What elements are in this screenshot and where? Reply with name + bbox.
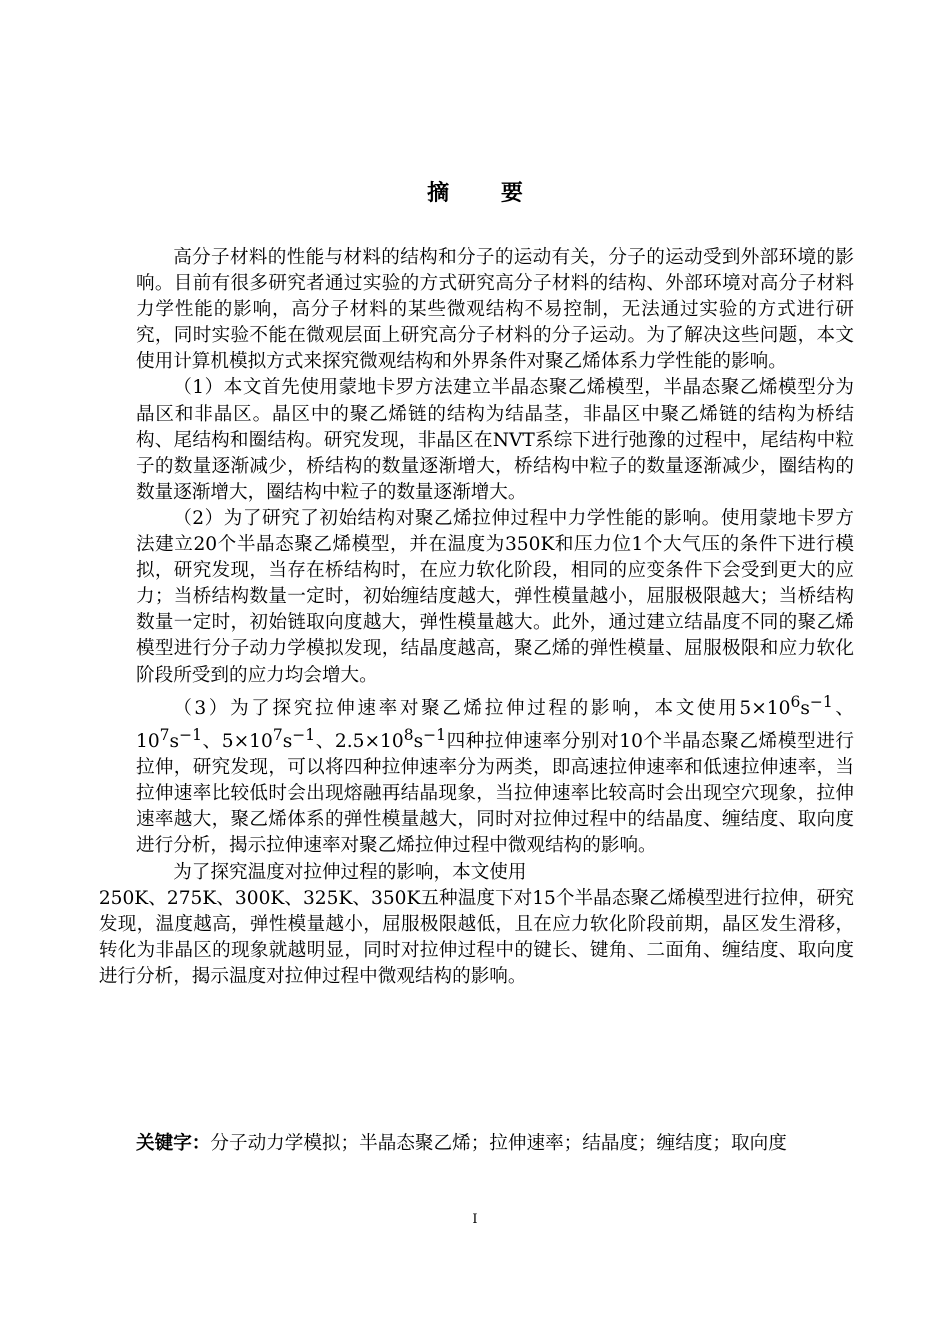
para3-exponent: −1 — [179, 725, 202, 744]
abstract-paragraph-1: （1）本文首先使用蒙地卡罗方法建立半晶态聚乙烯模型，半晶态聚乙烯模型分为晶区和非晶区。晶区中的聚乙烯链的结构为结晶茎，非晶区中聚乙烯链的结构为桥结构、尾结构和圈结构。研究发现，非晶区在NVT系综下进行弛豫的过程中，尾结构中粒子的数量逐渐减少，桥结构的数量逐渐增大，桥结构中粒子的数量逐渐减少，圈结构的数量逐渐增大，圈结构中粒子的数量逐渐增大。 — [136, 377, 854, 503]
para3-exponent: 6 — [790, 692, 801, 711]
para3-unit: s — [800, 697, 810, 719]
keywords-label: 关键字： — [136, 1133, 211, 1154]
para3-suffix: 四种拉伸速率分别对10个半晶态聚乙烯模型进行拉伸，研究发现，可以将四种拉伸速率分为两类，即高速拉伸速率和低速拉伸速率，当拉伸速率比较低时会出现熔融再结晶现象，当拉伸速率比较高时会出现空穴现象，拉伸速率越大，聚乙烯体系的弹性模量越大，同时对拉伸过程中的结晶度、缠结度、取向度进行分析，揭示拉伸速率对聚乙烯拉伸过程中微观结构的影响。 — [136, 731, 854, 857]
para3-unit: s — [282, 731, 293, 753]
para4-rest: 250K、275K、300K、325K、350K五种温度下对15个半晶态聚乙烯模型进行拉伸，研究发现，温度越高，弹性模量越小，屈服极限越低，且在应力软化阶段前期，晶区发生滑移，转化为非晶区的现象就越明显，同时对拉伸过程中的键长、键角、二面角、缠结度、取向度进行分析，揭示温度对拉伸过程中微观结构的影响。 — [98, 887, 854, 987]
abstract-paragraph-intro: 高分子材料的性能与材料的结构和分子的运动有关，分子的运动受到外部环境的影响。目前有很多研究者通过实验的方式研究高分子材料的结构、外部环境对高分子材料力学性能的影响，高分子材料的某些微观结构不易控制，无法通过实验的方式进行研究，同时实验不能在微观层面上研究高分子材料的分子运动。为了解决这些问题，本文使用计算机模拟方式来探究微观结构和外界条件对聚乙烯体系力学性能的影响。 — [136, 247, 854, 373]
para3-exponent: −1 — [292, 725, 316, 744]
para3-unit: s — [413, 731, 424, 753]
keywords-section — [136, 1131, 854, 1157]
keywords-text: 分子动力学模拟；半晶态聚乙烯；拉伸速率；结晶度；缠结度；取向度 — [210, 1133, 787, 1154]
para3-separator: 、2.5×10 — [315, 731, 404, 753]
abstract-paragraph-2: （2）为了研究了初始结构对聚乙烯拉伸过程中力学性能的影响。使用蒙地卡罗方法建立20个半晶态聚乙烯模型，并在温度为350K和压力位1个大气压的条件下进行模拟，研究发现，当存在桥结构时，在应力软化阶段，相同的应变条件下会受到更大的应力；当桥结构数量一定时，初始缠结度越大，弹性模量越小，屈服极限越大；当桥结构数量一定时，初始链取向度越大，弹性模量越大。此外，通过建立结晶度不同的聚乙烯模型进行分子动力学模拟发现，结晶度越高，聚乙烯的弹性模量、屈服极限和应力软化阶段所受到的应力均会增大。 — [136, 507, 854, 686]
abstract-body — [98, 245, 854, 990]
para3-exponent: 7 — [159, 725, 170, 744]
page-title: 摘 要 — [427, 181, 545, 206]
para3-exponent: 7 — [272, 725, 283, 744]
abstract-paragraph-3 — [136, 689, 854, 860]
para3-exponent: 8 — [403, 725, 414, 744]
abstract-paragraph-4 — [98, 860, 854, 990]
para3-exponent: −1 — [809, 692, 833, 711]
para3-separator: 、10 — [136, 697, 854, 753]
page-number: I — [472, 1212, 478, 1227]
para3-separator: 、5×10 — [201, 731, 273, 753]
para4-first-line: 为了探究温度对拉伸过程的影响，本文使用 — [173, 861, 527, 883]
para3-exponent: −1 — [423, 725, 446, 744]
para3-unit: s — [169, 731, 180, 753]
para3-prefix: （3）为了探究拉伸速率对聚乙烯拉伸过程的影响，本文使用5×10 — [173, 697, 791, 719]
